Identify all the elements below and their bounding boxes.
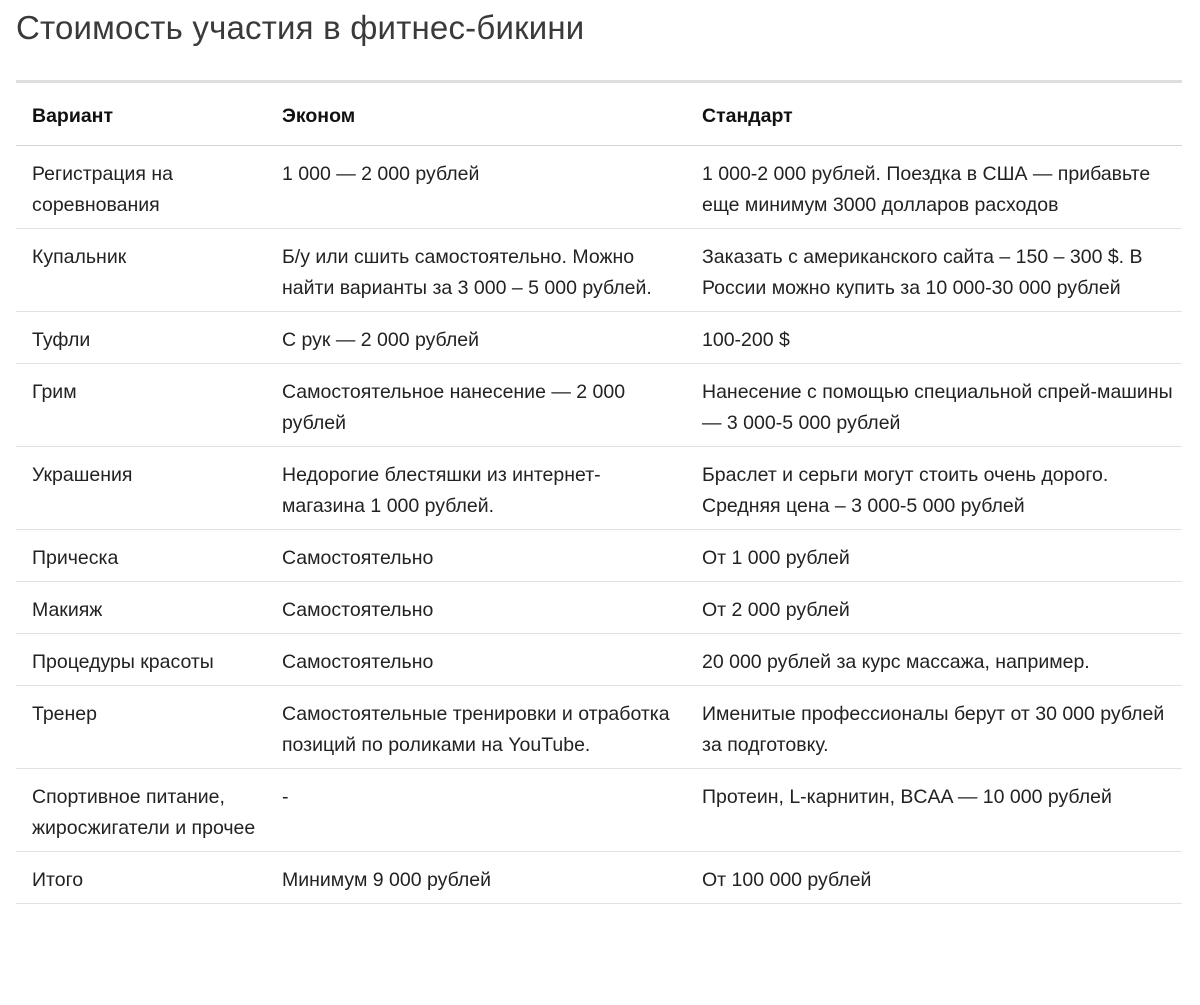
cell-option: Спортивное питание, жиросжигатели и прочее [16,769,266,852]
table-body [16,146,1182,904]
cell-economy: Самостоятельно [266,582,686,634]
table-row [16,686,1182,769]
cell-economy: 1 000 — 2 000 рублей [266,146,686,229]
table-row [16,769,1182,852]
cell-standard: 100-200 $ [686,312,1182,364]
cell-economy: Самостоятельные тренировки и отработка позиций по роликами на YouTube. [266,686,686,769]
cell-option: Регистрация на соревнования [16,146,266,229]
table-row [16,364,1182,447]
page-title: Стоимость участия в фитнес-бикини [16,9,585,46]
cell-economy: Недорогие блестяшки из интернет-магазина 1 000 рублей. [266,447,686,530]
table-row-total [16,852,1182,904]
cell-standard: Именитые профессионалы берут от 30 000 рублей за подготовку. [686,686,1182,769]
table-row [16,530,1182,582]
cell-standard: От 1 000 рублей [686,530,1182,582]
table-row [16,582,1182,634]
cell-standard: Протеин, L-карнитин, BCAA — 10 000 рублей [686,769,1182,852]
cell-option: Макияж [16,582,266,634]
table-row [16,634,1182,686]
cell-economy: - [266,769,686,852]
header-row [16,84,1182,146]
cell-option: Процедуры красоты [16,634,266,686]
table-row [16,447,1182,530]
cell-standard: 20 000 рублей за курс массажа, например. [686,634,1182,686]
cell-standard: Браслет и серьги могут стоить очень дорого. Средняя цена – 3 000-5 000 рублей [686,447,1182,530]
cell-economy: Самостоятельное нанесение — 2 000 рублей [266,364,686,447]
title-divider [16,80,1182,83]
cell-option: Прическа [16,530,266,582]
cell-standard: От 2 000 рублей [686,582,1182,634]
table-row [16,312,1182,364]
cell-standard: 1 000-2 000 рублей. Поездка в США — прибавьте еще минимум 3000 долларов расходов [686,146,1182,229]
table-header [16,84,1182,146]
header-economy: Эконом [266,84,686,146]
cell-economy: Самостоятельно [266,530,686,582]
cell-option: Туфли [16,312,266,364]
cell-option: Тренер [16,686,266,769]
table-row [16,146,1182,229]
cell-economy: Б/у или сшить самостоятельно. Можно найти варианты за 3 000 – 5 000 рублей. [266,229,686,312]
cell-option: Грим [16,364,266,447]
cell-economy: Самостоятельно [266,634,686,686]
cell-standard: Нанесение с помощью специальной спрей-машины — 3 000-5 000 рублей [686,364,1182,447]
cell-option: Итого [16,852,266,904]
cell-option: Украшения [16,447,266,530]
cell-standard: Заказать с американского сайта – 150 – 300 $. В России можно купить за 10 000-30 000 рублей [686,229,1182,312]
cost-table [16,84,1182,904]
table-row [16,229,1182,312]
cell-option: Купальник [16,229,266,312]
cell-economy: Минимум 9 000 рублей [266,852,686,904]
header-option: Вариант [16,84,266,146]
cell-economy: С рук — 2 000 рублей [266,312,686,364]
header-standard: Стандарт [686,84,1182,146]
cell-standard: От 100 000 рублей [686,852,1182,904]
